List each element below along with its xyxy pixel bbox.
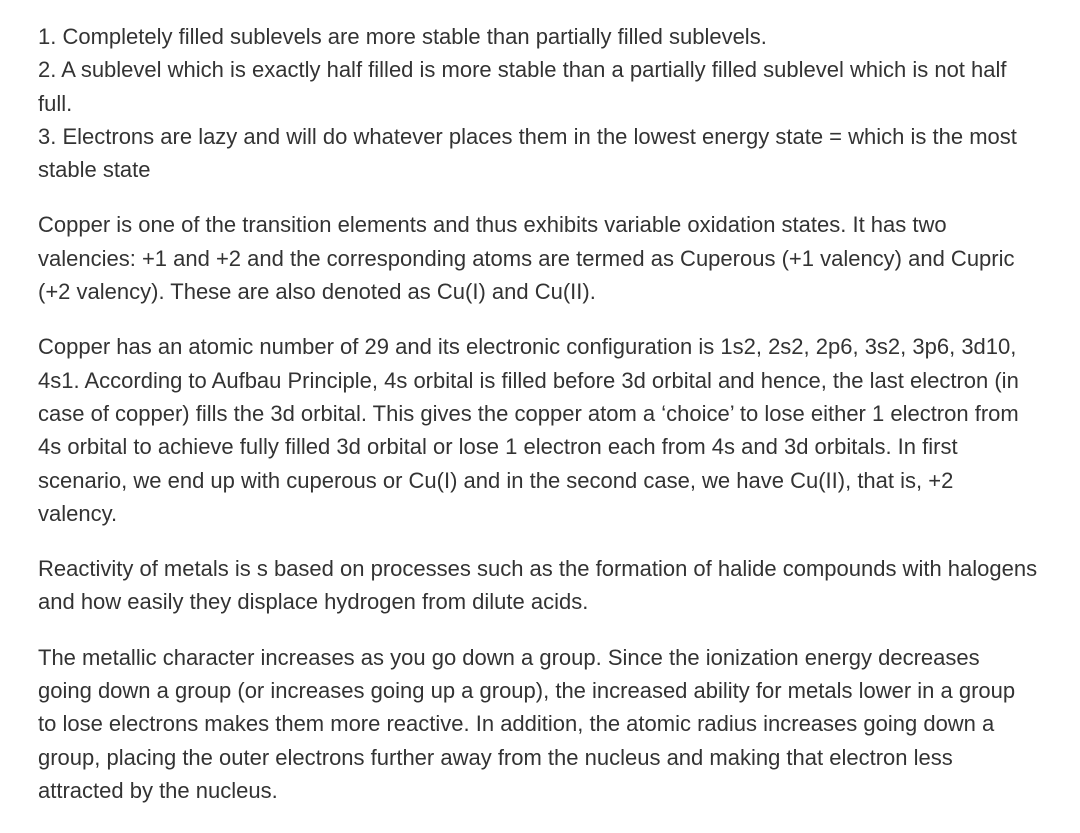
list-item: 3. Electrons are lazy and will do whatever places them in the lowest energy state = which is the most stable state (38, 123, 1017, 183)
paragraph-metal-reactivity: Reactivity of metals is s based on processes such as the formation of halide compounds with halogens and how easily they displace hydrogen from dilute acids. (38, 556, 1038, 615)
paragraph-copper-valency: Copper is one of the transition elements and thus exhibits variable oxidation states. It has two valencies: +1 and +2 and the corresponding atoms are termed as Cuperous (+1 valency) and Cupric (+2 valency). These are also denoted as Cu(I) and Cu(II). (38, 212, 1015, 305)
stability-principles-list (38, 20, 1038, 186)
list-item: 2. A sublevel which is exactly half filled is more stable than a partially filled sublevel which is not half full. (38, 57, 1007, 116)
list-item: 1. Completely filled sublevels are more stable than partially filled sublevels. (38, 24, 767, 49)
document-body (38, 20, 1038, 807)
paragraph-copper-configuration: Copper has an atomic number of 29 and its electronic configuration is 1s2, 2s2, 2p6, 3s2, 3p6, 3d10, 4s1. According to Aufbau Principle, 4s orbital is filled before 3d orbital and hence, the last electron (in case of copper) fills the 3d orbital. This gives the copper atom a ‘choice’ to lose either 1 electron from 4s orbital to achieve fully filled 3d orbital or lose 1 electron each from 4s and 3d orbitals. In first scenario, we end up with cuperous or Cu(I) and in the second case, we have Cu(II), that is, +2 valency. (38, 334, 1019, 526)
paragraph-metallic-character: The metallic character increases as you go down a group. Since the ionization energy decreases going down a group (or increases going up a group), the increased ability for metals lower in a group to lose electrons makes them more reactive. In addition, the atomic radius increases going down a group, placing the outer electrons further away from the nucleus and making that electron less attracted by the nucleus. (38, 644, 1016, 803)
